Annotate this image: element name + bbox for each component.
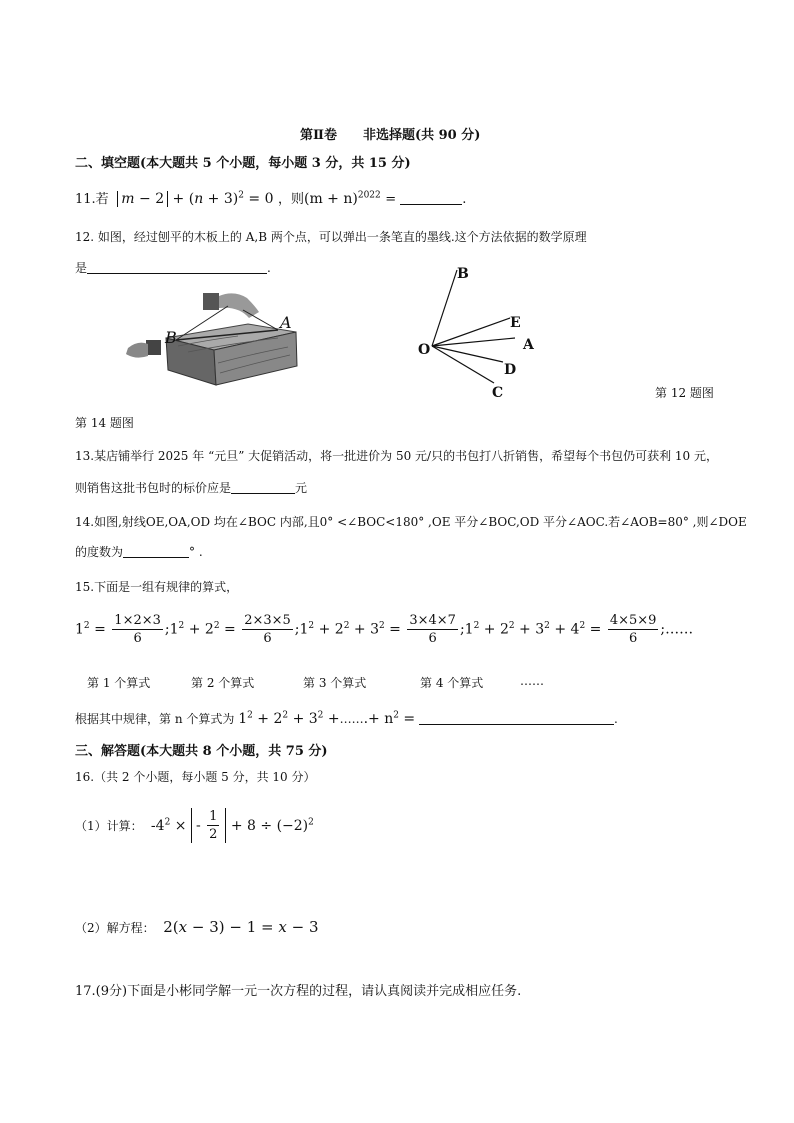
hand-top [203, 293, 219, 310]
q11-equals: = [385, 192, 397, 207]
question-17-line1: 17.(9分)下面是小彬同学解一元一次方程的过程，请认真阅读并完成相应任务. [75, 984, 522, 999]
q15-answer-blank[interactable] [419, 712, 614, 725]
q11-end: . [462, 192, 467, 207]
label-e: E [510, 315, 521, 331]
q16-part2-equation: 2(x − 3) − 1 = x − 3 [158, 918, 319, 936]
question-15-line1: 15.下面是一组有规律的算式， [75, 580, 239, 594]
rays-diagram [410, 262, 550, 402]
section-heading-solutions: 三、解答题(本大题共 8 个小题，共 75 分) [75, 744, 328, 759]
photo-label-a: A [280, 313, 292, 332]
question-14-line2 [75, 543, 203, 560]
q16-part1-expression: $-4^2$ × - $\frac{1}{2}$ + $8 \div (-2)^2$ [146, 809, 314, 842]
q16-part1 [75, 808, 314, 843]
q12-end: . [267, 261, 271, 275]
question-11 [75, 188, 466, 207]
question-13-line2 [75, 479, 307, 496]
q11-expression: $(m + n)^{2022}$ [303, 190, 381, 207]
q12-answer-blank[interactable] [87, 261, 267, 274]
q15-rule-line: 根据其中规律，第 n 个算式为 $1^2 + 2^2 + 3^2$ +…….+ $n^2$ = . [75, 710, 618, 727]
q15-rule-prefix: 根据其中规律，第 n 个算式为 [75, 712, 235, 726]
section-heading-fill-in: 二、填空题(本大题共 5 个小题，每小题 3 分，共 15 分) [75, 156, 411, 171]
q13-text: 则销售这批书包时的标价应是 [75, 481, 232, 495]
figure-14-caption: 第 14 题图 [75, 416, 134, 430]
label-a: A [523, 337, 534, 353]
q16-part2 [75, 918, 319, 936]
figure-12-caption: 第 12 题图 [655, 386, 714, 400]
q15-label-2: 第 2 个算式 [191, 676, 255, 690]
ray-od [432, 346, 503, 362]
q13-unit: 元 [295, 481, 308, 495]
label-o: O [418, 342, 431, 358]
q15-formula-sequence: $1^2$ = $\frac{1\times 2\times 3}{6}$ $;1^2 + 2^2$ = $\frac{2\times 3\times 5}{6}$ $;1^2 + 2^2 + 3^2$ = $\frac{3\times 4\times 7}{6}$ $;1^2 + 2^2 + 3^2 + 4^2$ = $\frac{4\times 5\times 9}{6}$ ;…… [75, 613, 694, 646]
part-title: 第Ⅱ卷 非选择题(共 90 分) [300, 128, 481, 143]
q14-text: 的度数为 [75, 545, 124, 559]
q13-answer-blank[interactable] [231, 481, 295, 494]
label-d: D [504, 362, 517, 378]
question-14-line1: 14.如图,射线OE,OA,OD 均在∠BOC 内部,且0° <∠BOC<180° ,OE 平分∠BOC,OD 平分∠AOC.若∠AOB=80° ,则∠DOE [75, 515, 747, 529]
q14-unit: ° . [189, 545, 203, 559]
q11-prefix: 11.若 [75, 192, 109, 207]
q15-end: . [614, 712, 618, 726]
q16-part2-label: （2）解方程： [75, 921, 155, 935]
q15-label-ellipsis: …… [520, 674, 544, 688]
photo-label-b: B [165, 328, 177, 347]
q11-answer-blank[interactable] [400, 192, 462, 205]
ray-ob [432, 270, 457, 346]
label-c: C [492, 385, 504, 401]
hand-left-fingers [126, 343, 148, 358]
q15-rule-dots: …… [339, 712, 364, 726]
hand-top-fingers [219, 293, 259, 318]
question-12-line2 [75, 259, 271, 276]
question-13-line1: 13.某店铺举行 2025 年 “元旦” 大促销活动，将一批进价为 50 元/只的书包打八折销售，希望每个书包仍可获利 10 元， [75, 449, 718, 463]
q11-equation: $m - 2 + (n + 3)^2 = 0$ [113, 191, 278, 207]
q15-label-3: 第 3 个算式 [303, 676, 367, 690]
hand-left [146, 340, 161, 355]
question-16-line1: 16.（共 2 个小题，每小题 5 分，共 10 分） [75, 770, 316, 784]
question-12-text: 12. 如图，经过刨平的木板上的 A,B 两个点，可以弹出一条笔直的墨线.这个方法依据的数学原理 [75, 230, 587, 244]
q11-mid: ，则 [277, 192, 304, 207]
q15-label-1: 第 1 个算式 [87, 676, 151, 690]
q16-part1-label: （1）计算： [75, 819, 143, 833]
q15-label-4: 第 4 个算式 [420, 676, 484, 690]
q14-answer-blank[interactable] [123, 545, 189, 558]
wooden-board-photo [118, 288, 303, 393]
q12-prefix: 是 [75, 261, 88, 275]
label-b: B [457, 266, 469, 282]
ray-oc [432, 346, 494, 383]
